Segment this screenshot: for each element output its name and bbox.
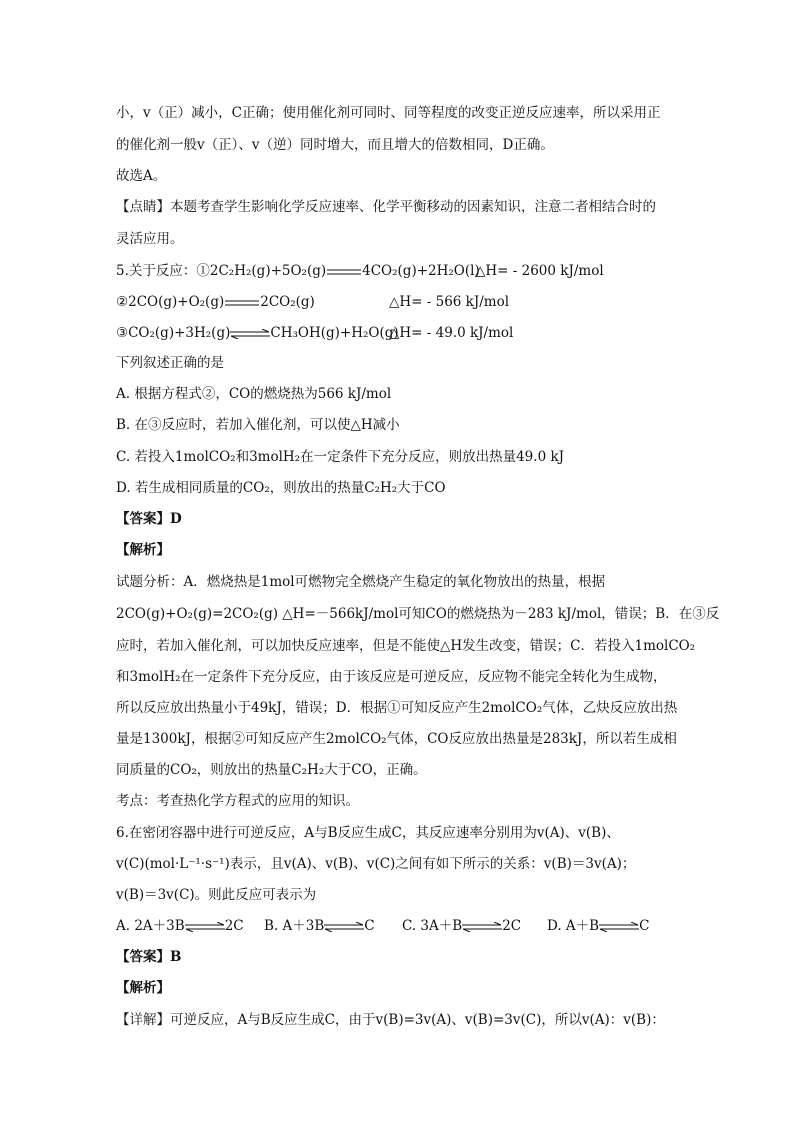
text-line: 小，v（正）减小，C正确；使用催化剂可同时、同等程度的改变正逆反应速率，所以采用正	[116, 105, 661, 121]
reversible-arrow-icon	[599, 922, 639, 932]
q6-detail: 【详解】可逆反应，A与B反应生成C，由于v(B)=3v(A)、v(B)=3v(C)，所以v(A)：v(B)：	[116, 1012, 665, 1028]
reversible-arrow-icon	[185, 922, 225, 932]
eq3-left: ③CO₂(g)+3H₂(g)	[116, 325, 231, 341]
reversible-arrow-icon	[462, 922, 502, 932]
q5-analysis-line: 试题分析：A．燃烧热是1mol可燃物完全燃烧产生稳定的氧化物放出的热量，根据	[116, 574, 606, 590]
eq2-dh: △H= - 566 kJ/mol	[389, 294, 510, 310]
q6-option-a: A. 2A＋3B 2C	[116, 918, 244, 934]
q5-analysis-title: 【解析】	[116, 542, 170, 558]
text-line: 【点睛】本题考查学生影响化学反应速率、化学平衡移动的因素知识，注意二者相结合时的	[116, 199, 656, 215]
q6-option-b: B. A＋3B C	[264, 918, 375, 934]
q6-line: v(C)(mol·L⁻¹·s⁻¹)表示，且v(A)、v(B)、v(C)之间有如下所示的关系：v(B)＝3v(A)；	[116, 856, 636, 872]
q5-option-d: D. 若生成相同质量的CO₂，则放出的热量C₂H₂大于CO	[116, 480, 446, 496]
eq3-right: CH₃OH(g)+H₂O(g)	[270, 325, 399, 341]
q6-answer: 【答案】B	[116, 949, 182, 965]
q5-analysis-line: 和3molH₂在一定条件下充分反应，由于该反应是可逆反应，反应物不能完全转化为生成物，	[116, 669, 667, 685]
q5-option-a: A. 根据方程式②，CO的燃烧热为566 kJ/mol	[116, 386, 392, 402]
reversible-arrow-icon	[324, 922, 364, 932]
q5-intro: 5.关于反应：	[116, 263, 197, 279]
q6-line: v(B)＝3v(C)。则此反应可表示为	[116, 887, 317, 903]
q5-analysis-line: 应时，若加入催化剂，可以加快反应速率，但是不能使△H发生改变，错误；C．若投入1molCO₂	[116, 638, 696, 654]
eq2-right: 2CO₂(g)	[260, 294, 315, 310]
eq1-left: ①2C₂H₂(g)+5O₂(g)	[196, 263, 327, 279]
equals-arrow-icon	[327, 268, 361, 276]
q5-analysis-line: 2CO(g)+O₂(g)=2CO₂(g) △H=－566kJ/mol可知CO的燃烧热为－283 kJ/mol，错误；B．在③反	[116, 606, 720, 622]
eq1-dh: △H= - 2600 kJ/mol	[475, 263, 604, 279]
eq3-dh: △H= - 49.0 kJ/mol	[389, 325, 514, 341]
q6-line: 6.在密闭容器中进行可逆反应，A与B反应生成C，其反应速率分别用为v(A)、v(B)、	[116, 825, 620, 841]
q6-option-c: C. 3A＋B 2C	[402, 918, 522, 934]
q5-option-b: B. 在③反应时，若加入催化剂，可以使△H减小	[116, 417, 400, 433]
q5-answer: 【答案】D	[116, 511, 182, 527]
eq2-left: ②2CO(g)+O₂(g)	[116, 294, 225, 310]
reversible-arrow-icon	[230, 329, 270, 339]
eq1-right: 4CO₂(g)+2H₂O(l)	[362, 263, 480, 279]
q5-point: 考点：考查热化学方程式的应用的知识。	[116, 793, 359, 809]
text-line: 灵活应用。	[116, 231, 184, 247]
q5-analysis-line: 同质量的CO₂，则放出的热量C₂H₂大于CO，正确。	[116, 762, 427, 778]
q6-option-d: D. A＋B C	[547, 918, 650, 934]
q5-option-c: C. 若投入1molCO₂和3molH₂在一定条件下充分反应，则放出热量49.0 kJ	[116, 449, 565, 465]
text-line: 的催化剂一般v（正）、v（逆）同时增大，而且增大的倍数相同，D正确。	[116, 137, 554, 153]
q5-stem: 下列叙述正确的是	[116, 355, 224, 371]
q5-equation-3	[116, 324, 754, 342]
text-line: 故选A。	[116, 168, 167, 184]
q5-analysis-line: 所以反应放出热量小于49kJ，错误；D．根据①可知反应产生2molCO₂气体，乙炔反应放出热	[116, 700, 678, 716]
q5-equation-2	[116, 293, 754, 311]
q5-analysis-line: 量是1300kJ，根据②可知反应产生2molCO₂气体，CO反应放出热量是283kJ，所以若生成相	[116, 731, 677, 747]
equals-arrow-icon	[225, 299, 259, 307]
q6-analysis-title: 【解析】	[116, 980, 170, 996]
q5-equation-1	[116, 262, 754, 280]
